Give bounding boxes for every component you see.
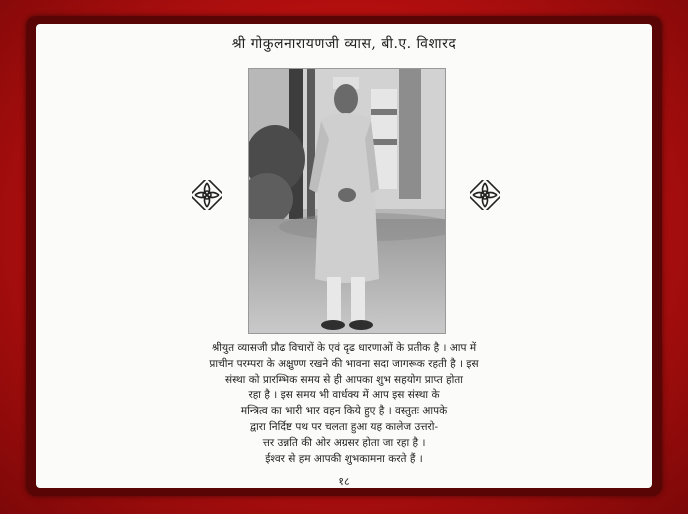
- scanned-page: [36, 24, 652, 488]
- floral-ornament-icon: [470, 180, 500, 210]
- caption-line: त्तर उन्नति की ओर अग्रसर होता जा रहा है ।: [262, 436, 426, 449]
- caption-paragraph: [116, 341, 572, 467]
- caption-line: संस्था को प्रारम्भिक समय से ही आपका शुभ सहयोग प्राप्त होता: [224, 373, 464, 386]
- page-heading: श्री गोकुलनारायणजी व्यास, बी.ए. विशारद: [231, 36, 457, 52]
- caption-line: द्वारा निर्दिष्ट पथ पर चलता हुआ यह कालेज उत्तरो-: [249, 420, 439, 433]
- page-number: १८: [338, 475, 350, 488]
- floral-ornament-icon: [192, 180, 222, 210]
- caption-line: श्रीयुत व्यासजी प्रौढ विचारों के एवं दृढ धारणाओं के प्रतीक है । आप में: [211, 342, 477, 354]
- portrait-photo: [248, 68, 446, 334]
- caption-line: रहा है । इस समय भी वार्धक्य में आप इस संस्था के: [248, 389, 440, 402]
- caption-line: ईश्वर से हम आपकी शुभकामना करते हैं ।: [265, 452, 423, 465]
- caption-line: मन्त्रित्व का भारी भार वहन किये हुए है । वस्तुतः आपके: [240, 405, 448, 418]
- caption-line: प्राचीन परम्परा के अक्षुण्ण रखने की भावना सदा जागरूक रहती है । इस: [209, 357, 479, 370]
